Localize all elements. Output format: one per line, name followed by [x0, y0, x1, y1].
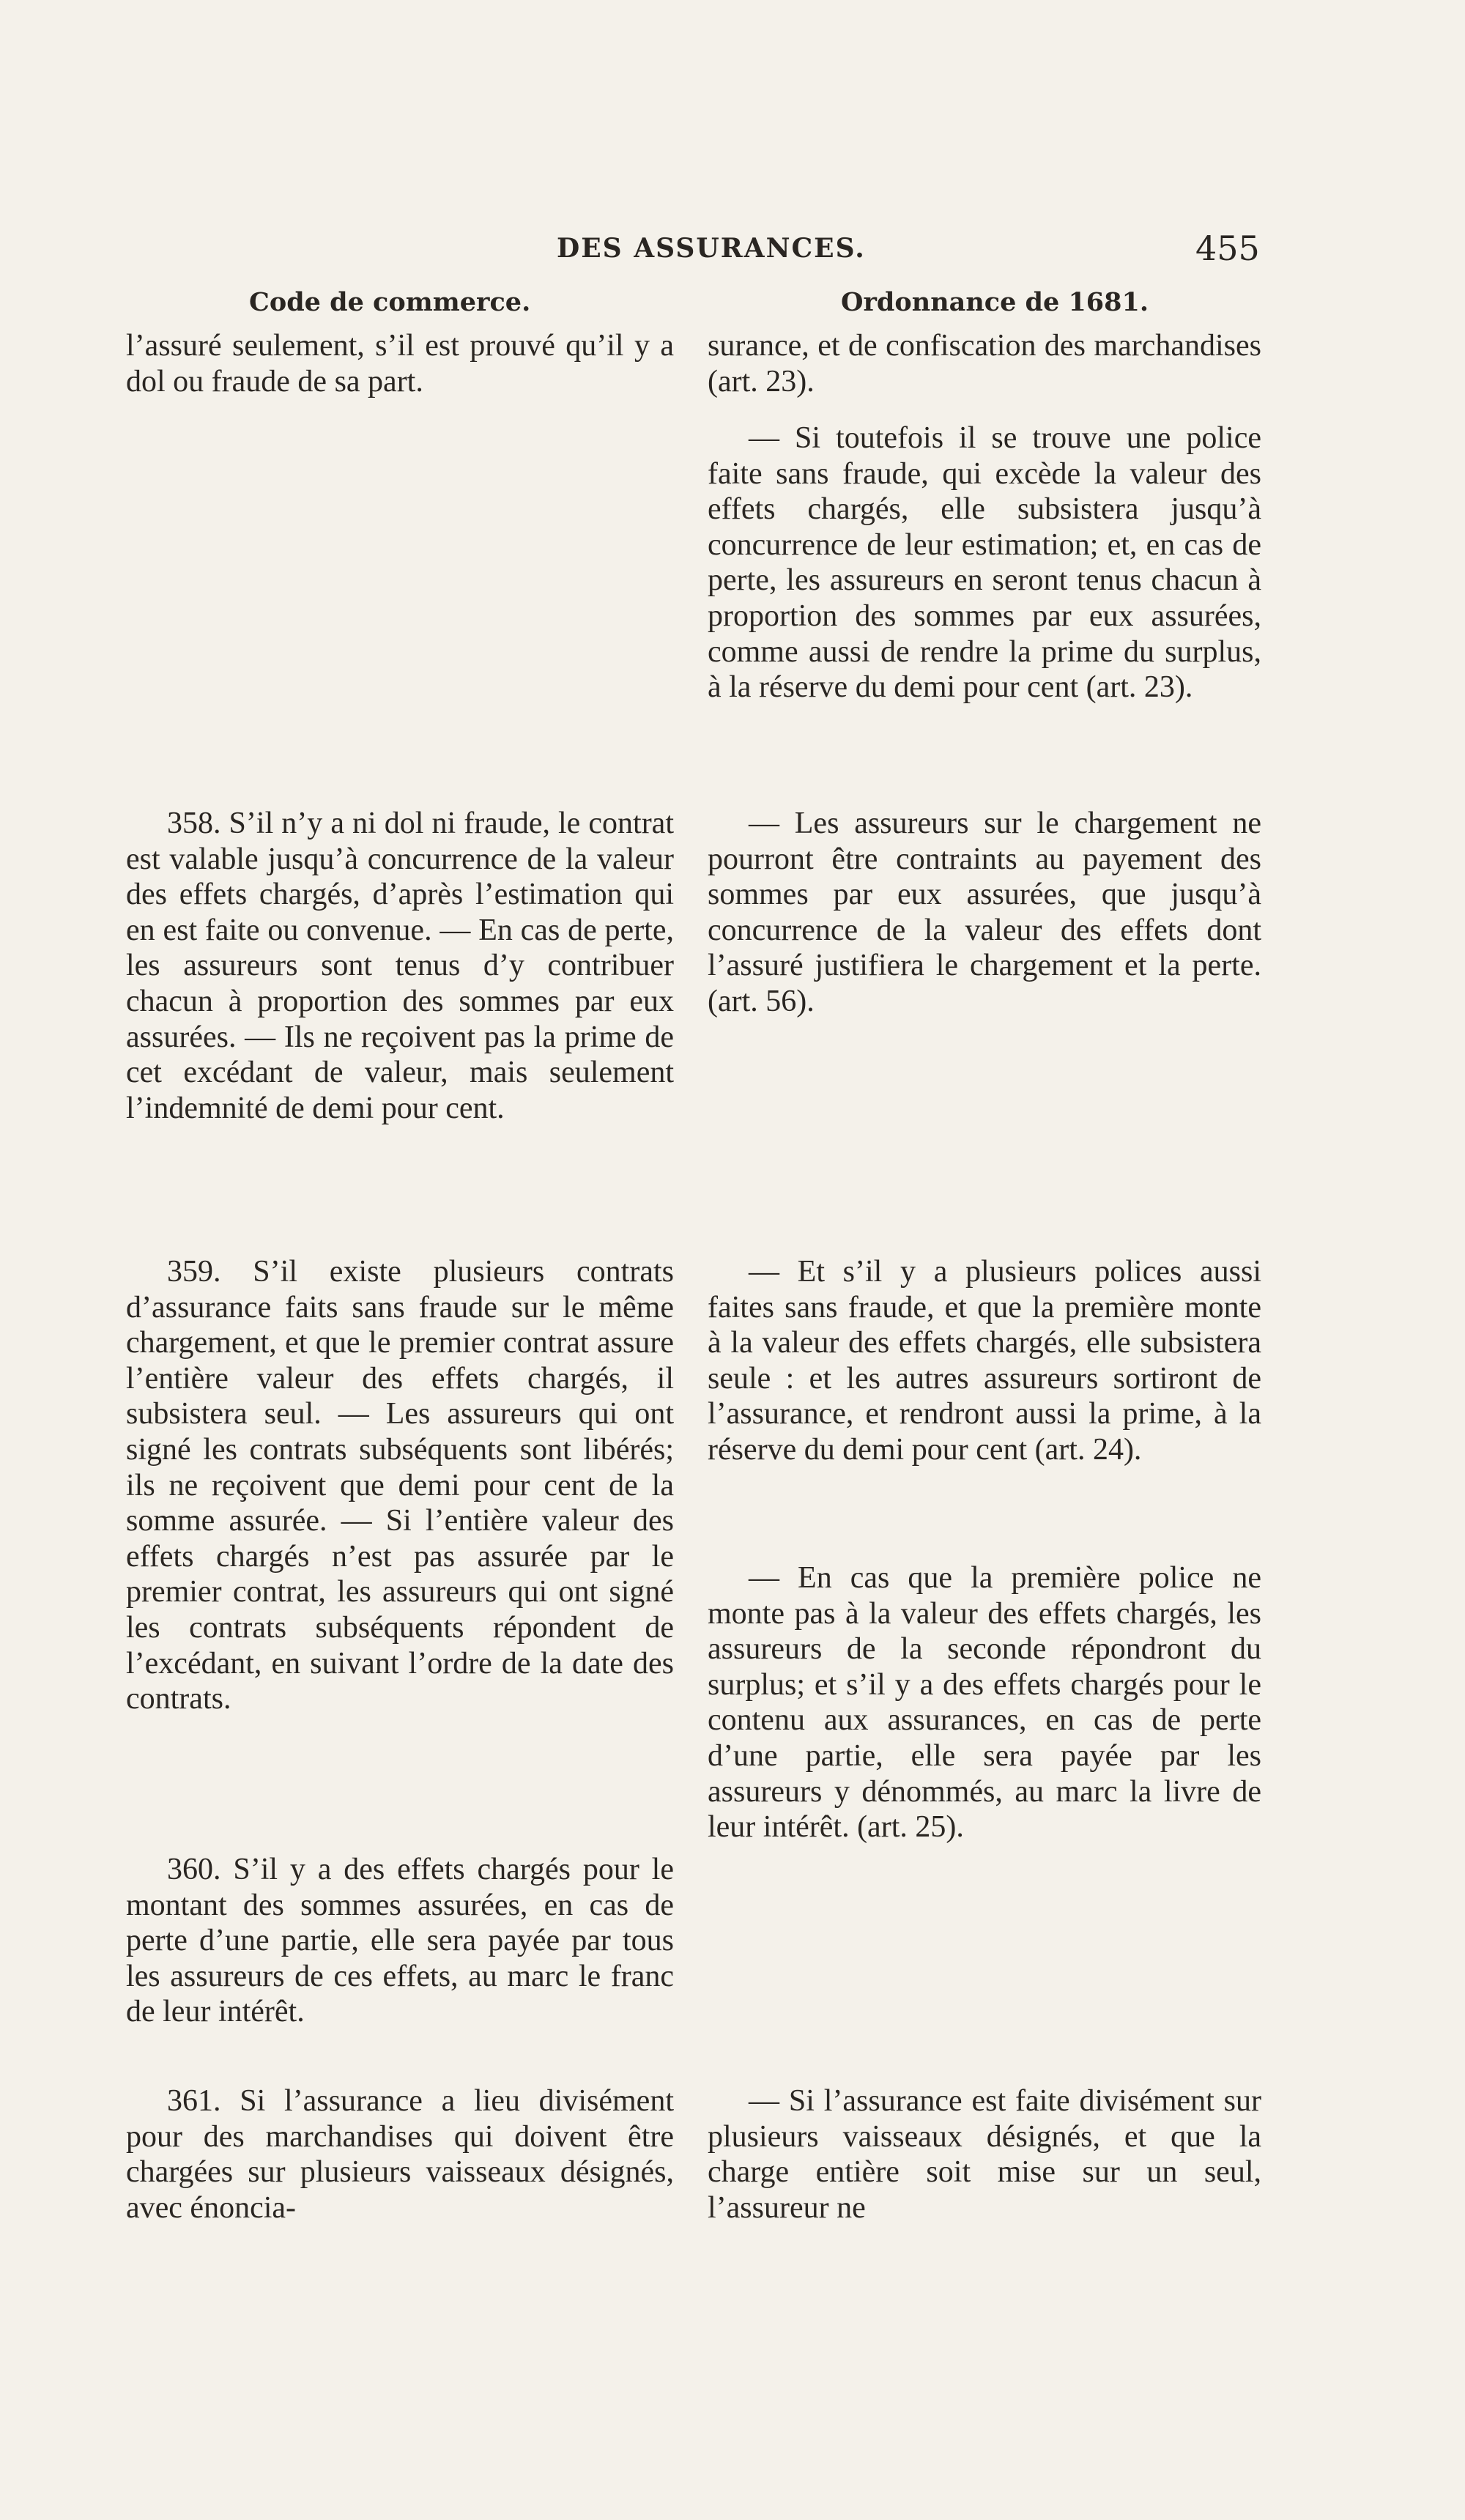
- ordinance-divided-insurance: — Si l’assurance est faite divisément sur plusieurs vaisseaux désignés, et que la charge entière soit mise sur un seul, l’assureur ne: [708, 2084, 1261, 2225]
- article-359: 359. S’il existe plusieurs contrats d’assurance faits sans fraude sur le même chargement, et que le premier contrat assure l’entière valeur des effets chargés, il subsistera seul. — Les assureurs qui ont signé les contrats subséquents sont libérés; ils ne reçoivent que demi pour cent de la somme assurée. — Si l’entière valeur des effets chargés n’est pas assurée par le premier contrat, les assureurs qui ont signé les contrats subséquents répondent de l’excédant, en suivant l’ordre de la date des contrats.: [126, 1255, 674, 1716]
- article-358: 358. S’il n’y a ni dol ni fraude, le contrat est valable jusqu’à concurrence de la valeur des effets chargés, d’après l’estimation qui en est faite ou convenue. — En cas de perte, les assureurs sont tenus d’y contribuer chacun à proportion des sommes par eux assurées. — Ils ne reçoivent pas la prime de cet excédant de valeur, mais seulement l’indemnité de demi pour cent.: [126, 807, 674, 1125]
- running-title: DES ASSURANCES.: [557, 233, 866, 264]
- right-paragraph-continued: surance, et de confiscation des marchandises (art. 23).: [708, 329, 1261, 399]
- right-column-title: Ordonnance de 1681.: [841, 287, 1149, 317]
- page-number: 455: [1195, 229, 1260, 268]
- article-360: 360. S’il y a des effets chargés pour le montant des sommes assurées, en cas de perte d’une partie, elle sera payée par tous les assureurs de ces effets, au marc le franc de leur intérêt.: [126, 1853, 674, 2029]
- ordinance-art-23-police: — Si toutefois il se trouve une police faite sans fraude, qui excède la valeur des effets chargés, elle subsistera jusqu’à concurrence de leur estimation; et, en cas de perte, les assureurs en seront tenus chacun à proportion des sommes par eux assurées, comme aussi de rendre la prime du surplus, à la réserve du demi pour cent (art. 23).: [708, 421, 1261, 705]
- ordinance-art-56: — Les assureurs sur le chargement ne pourront être contraints au payement des sommes par eux assurées, que jusqu’à concurrence de la valeur des effets dont l’assuré justifiera le chargement et la perte. (art. 56).: [708, 807, 1261, 1018]
- left-column-title: Code de commerce.: [249, 287, 531, 317]
- article-361: 361. Si l’assurance a lieu divisément pour des marchandises qui doivent être chargées sur plusieurs vaisseaux désignés, avec énoncia-: [126, 2084, 674, 2225]
- left-paragraph-continued: l’assuré seulement, s’il est prouvé qu’il y a dol ou fraude de sa part.: [126, 329, 674, 399]
- ordinance-art-24: — Et s’il y a plusieurs polices aussi faites sans fraude, et que la première monte à la valeur des effets chargés, elle subsistera seule : et les autres assureurs sortiront de l’assurance, et rendront aussi la prime, à la réserve du demi pour cent (art. 24).: [708, 1255, 1261, 1467]
- ordinance-art-25: — En cas que la première police ne monte pas à la valeur des effets chargés, les assureurs de la seconde répondront du surplus; et s’il y a des effets chargés pour le contenu aux assurances, en cas de perte d’une partie, elle sera payée par les assureurs y dénommés, au marc la livre de leur intérêt. (art. 25).: [708, 1561, 1261, 1845]
